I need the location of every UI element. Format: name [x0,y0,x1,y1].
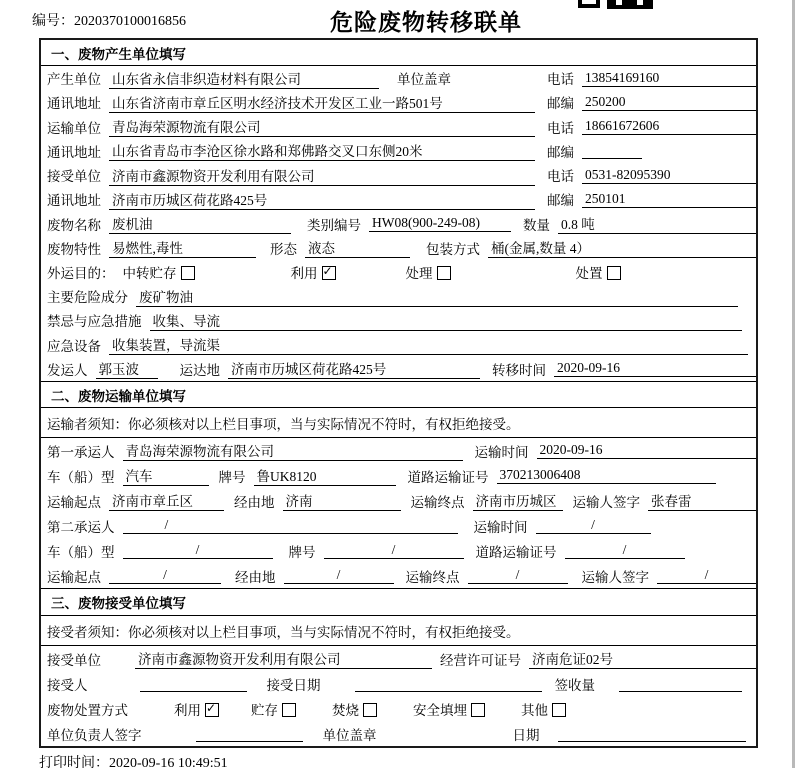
plate2-value: / [324,542,464,559]
producer-row [41,66,756,90]
receiver-left-group [47,165,547,186]
transport-time-label: 运输时间 [474,444,529,460]
address-label: 通讯地址 [47,193,101,209]
window-edge-divider [792,0,795,768]
carrier1-row [41,438,756,463]
amount-value [619,676,742,692]
receiver-address-value: 济南市历城区荷花路425号 [109,189,535,210]
license2-value: / [565,542,685,559]
sign2-value: / [657,567,756,584]
quantity-value: 0.8 吨 [558,213,756,234]
chief-sign-label: 单位负责人签字 [47,727,142,743]
consignor-value: 郭玉波 [96,358,158,379]
transporter-zip-value [582,143,642,159]
vehicle2-row [41,538,756,563]
character-label: 废物特性 [47,241,101,257]
transporter-phone-value: 18661672606 [582,118,756,135]
purpose-option-label: 处置 [575,265,603,281]
purpose-option-label: 处理 [405,265,433,281]
vehicle2-value: / [123,542,273,559]
origin-label: 运输起点 [47,494,101,510]
transfer-storage-checkbox [181,266,195,280]
qr-finder-block [578,0,600,8]
destination-label: 运达地 [179,362,220,378]
vehicle1-row [41,463,756,488]
purpose-option-label: 中转贮存 [122,265,177,281]
acceptor-row [41,671,756,696]
disposal-option-label: 安全填埋 [413,702,467,718]
qr-module [643,0,653,5]
via1-value: 济南 [283,490,401,511]
landfill-checkbox [471,703,485,717]
emergency-value: 收集、导流 [150,310,743,331]
license-label: 道路运输证号 [475,544,557,560]
accept-unit-label: 接受单位 [47,652,101,668]
disposal-option-label: 其他 [521,702,548,718]
via-label: 经由地 [235,569,276,585]
phone-label: 电话 [547,72,574,88]
consignor-row [41,357,756,381]
transfer-time-label: 转移时间 [492,362,546,378]
qr-code-fragment-icon [578,0,654,10]
receiver-address-row [41,187,756,211]
waste-name-label: 废物名称 [47,217,101,233]
section3-notice: 接受者须知：你必须核对以上栏目事项，当与实际情况不符时，有权拒绝接受。 [41,616,756,646]
transporter-sign-label: 运输人签字 [572,494,640,510]
hazard-label: 主要危险成分 [47,290,128,306]
via2-value: / [284,567,394,584]
destination-value: 济南市历城区荷花路425号 [228,358,480,379]
section3-header: 三、废物接受单位填写 [41,588,756,616]
origin-label: 运输起点 [47,569,101,585]
waste-character-row [41,236,756,260]
storage-checkbox [282,703,296,717]
receiver-address-left-group [47,189,547,210]
carrier2-row [41,513,756,538]
zip-label: 邮编 [547,193,574,209]
emergency-label: 禁忌与应急措施 [47,314,142,330]
transporter-label: 运输单位 [47,120,101,136]
via-label: 经由地 [234,494,275,510]
waste-name-row [41,211,756,235]
print-time [39,752,228,768]
chief-sign-row [41,721,756,746]
document-number-label: 编号： [32,14,74,29]
equipment-label: 应急设备 [47,338,101,354]
receiver-label: 接受单位 [47,169,101,185]
license1-value: 370213006408 [497,467,717,484]
hazard-row [41,284,756,308]
permit-value: 济南危证02号 [529,648,756,669]
section2-notice: 运输者须知：你必须核对以上栏目事项，当与实际情况不符时，有权拒绝接受。 [41,408,756,438]
emergency-row [41,308,756,332]
transporter-left-group [47,116,547,137]
amount-label: 签收量 [554,677,595,693]
accept-date-label: 接受日期 [266,677,321,693]
chief-sign-value [196,726,303,742]
producer-phone-value: 13854169160 [582,70,756,87]
transporter-sign-label: 运输人签字 [581,569,649,585]
plate-label: 牌号 [218,469,246,485]
zip-label: 邮编 [547,144,574,160]
plate1-value: 鲁UK8120 [254,465,396,486]
license-label: 道路运输证号 [407,469,489,485]
packing-value: 桶(金属,数量 4） [488,237,756,258]
producer-label: 产生单位 [47,72,101,88]
carrier1-value: 青岛海荣源物流有限公司 [123,440,463,461]
receiver-value: 济南市鑫源物资开发利用有限公司 [109,165,535,186]
acceptor-label: 接受人 [47,677,88,693]
plate-label: 牌号 [288,544,316,560]
section1-header: 一、废物产生单位填写 [41,40,756,66]
document-number [32,10,186,30]
purpose-option-label: 利用 [290,265,318,281]
origin2-value: / [109,567,221,584]
accept-unit-row [41,646,756,671]
disposal-method-row [41,696,756,721]
sign1-value: 张春雷 [648,490,756,511]
section2-rows [41,438,756,588]
utilize-checkbox [322,266,336,280]
quantity-label: 数量 [523,217,550,233]
transporter-address-row [41,139,756,163]
producer-zip-value: 250200 [582,94,756,111]
section3-rows [41,646,756,746]
treatment-checkbox [437,266,451,280]
transporter-value: 青岛海荣源物流有限公司 [109,116,535,137]
form-label: 形态 [270,241,297,257]
transporter-address-value: 山东省青岛市李沧区徐水路和郑佛路交叉口东侧20米 [109,140,535,161]
other-checkbox [552,703,566,717]
transfer-time-value: 2020-09-16 [554,360,756,377]
terminal2-value: / [468,567,568,584]
equipment-value: 收集装置，导流渠 [109,334,748,355]
producer-address-row [41,90,756,114]
category-label: 类别编号 [307,217,361,233]
transporter-row [41,114,756,138]
waste-name-value: 废机油 [109,213,291,234]
disposal-method-label: 废物处置方式 [47,702,128,718]
producer-address-value: 山东省济南市章丘区明水经济技术开发区工业一路501号 [109,92,535,113]
date-label: 日期 [512,727,540,743]
phone-label: 电话 [547,169,574,185]
vehicle-label: 车（船）型 [47,469,115,485]
producer-value: 山东省永信非织造材料有限公司 [109,68,379,89]
transport-time-label: 运输时间 [473,519,528,535]
hazard-value: 废矿物油 [136,286,738,307]
transport-time2-value: / [536,517,651,534]
receiver-phone-value: 0531-82095390 [582,167,756,184]
producer-left-group [47,68,547,89]
terminal1-value: 济南市历城区 [473,490,563,511]
page-title: 危险废物转移联单 [330,10,522,35]
incinerate-checkbox [363,703,377,717]
permit-label: 经营许可证号 [440,652,521,668]
carrier1-label: 第一承运人 [47,444,115,460]
phone-label: 电话 [547,120,574,136]
section1-rows [41,66,756,381]
accept-date-value [355,676,542,692]
qr-module [607,0,616,5]
equipment-row [41,333,756,357]
terminal-label: 运输终点 [410,494,465,510]
purpose-label: 外运目的： [47,265,115,281]
accept-unit-value: 济南市鑫源物资开发利用有限公司 [135,648,432,669]
disposal-option-label: 贮存 [251,702,278,718]
address-label: 通讯地址 [47,144,101,160]
vehicle-label: 车（船）型 [47,544,115,560]
unit-seal-label: 单位盖章 [397,72,451,88]
character-value: 易燃性,毒性 [109,237,256,258]
disposal-option-label: 利用 [174,702,201,718]
producer-address-left-group [47,92,547,113]
section2-header: 二、废物运输单位填写 [41,381,756,408]
route1-row [41,488,756,513]
route2-row [41,563,756,588]
print-time-value: 2020-09-16 10:49:51 [109,756,228,768]
category-value: HW08(900-249-08) [369,215,511,232]
qr-module-bar [607,5,653,9]
print-time-label: 打印时间： [39,756,109,768]
manifest-form-table [39,38,758,748]
origin1-value: 济南市章丘区 [109,490,224,511]
qr-module [622,0,637,5]
carrier2-value: / [123,517,458,534]
document-number-value: 2020370100016856 [74,14,186,29]
vehicle1-value: 汽车 [123,465,209,486]
date-value [558,726,747,742]
acceptor-value [140,676,247,692]
purpose-row [41,260,756,284]
utilize-checkbox [205,703,219,717]
form-value: 液态 [305,237,410,258]
zip-label: 邮编 [547,96,574,112]
packing-label: 包装方式 [426,241,480,257]
address-label: 通讯地址 [47,96,101,112]
disposal-option-label: 焚烧 [332,702,359,718]
unit-seal-label: 单位盖章 [322,727,377,743]
terminal-label: 运输终点 [405,569,460,585]
carrier2-label: 第二承运人 [47,519,115,535]
transport-time1-value: 2020-09-16 [537,442,757,459]
transporter-address-left-group [47,140,547,161]
receiver-row [41,163,756,187]
consignor-label: 发运人 [47,362,88,378]
receiver-zip-value: 250101 [582,191,756,208]
disposal-checkbox [607,266,621,280]
